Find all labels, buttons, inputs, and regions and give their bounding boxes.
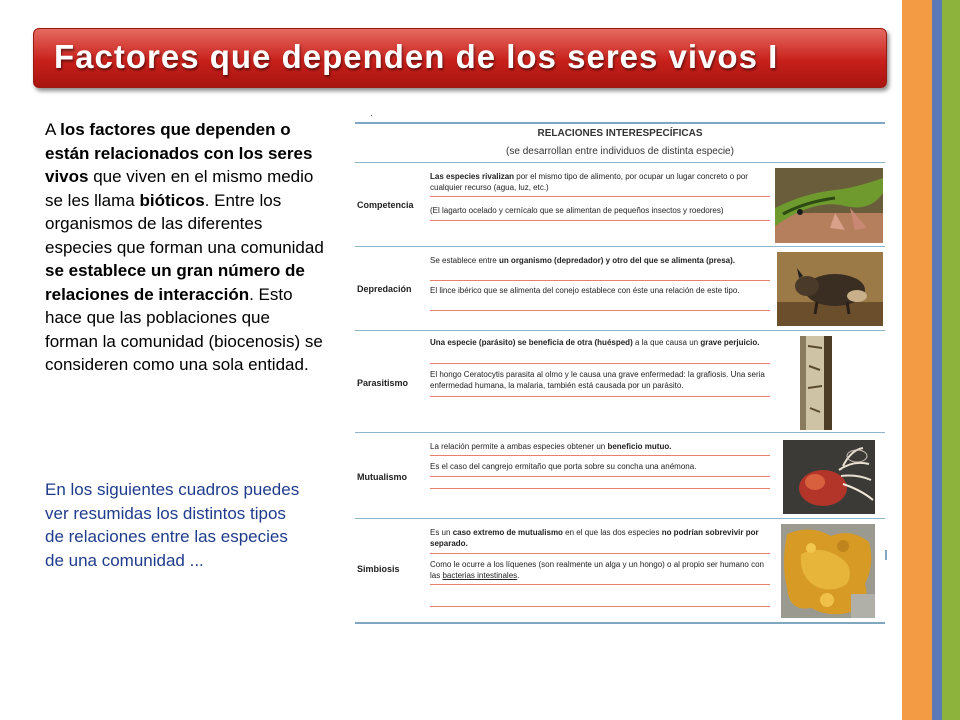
- table-title: RELACIONES INTERESPECÍFICAS: [537, 128, 703, 139]
- lichen-photo: [781, 524, 875, 618]
- row-label-depredacion: Depredación: [357, 284, 412, 294]
- row-parasitismo-rule-2: [430, 396, 770, 397]
- row-simbiosis-bold-1: caso extremo de mutualismo: [452, 528, 563, 537]
- row-parasitismo-bold-2: grave perjuicio.: [700, 338, 760, 347]
- row-depredacion-rule-1: [430, 280, 770, 281]
- row-mutualismo-rule-1: [430, 455, 770, 456]
- row-competencia-definition: [430, 172, 770, 193]
- row-mutualismo-bold: beneficio mutuo.: [607, 442, 672, 451]
- row-simbiosis-text-1: Es un: [430, 528, 453, 537]
- row-mutualismo-text: La relación permite a ambas especies obtener un: [430, 442, 608, 451]
- lizard-photo: [775, 168, 883, 243]
- row-line-2: [355, 330, 885, 331]
- row-depredacion-rule-2: [430, 310, 770, 311]
- right-stripe-blue: [932, 0, 942, 720]
- row-competencia-rule-2: [430, 220, 770, 221]
- table-bottom-line: [355, 622, 885, 624]
- row-line-3: [355, 432, 885, 433]
- row-line-1: [355, 246, 885, 247]
- row-line-4: [355, 518, 885, 519]
- intro-text-3: . Entre los organismos de las diferentes especies que forman una comunidad: [45, 190, 324, 257]
- table-right-tick: [885, 550, 887, 560]
- row-depredacion-text: Se establece entre: [430, 256, 499, 265]
- row-simbiosis-text-2: en el que las dos especies: [562, 528, 662, 537]
- note-paragraph: En los siguientes cuadros puedes ver resumidas los distintos tipos de relaciones entre las especies de una comunidad ...: [45, 480, 300, 570]
- intro-text-4: . Esto hace que las poblaciones que forman la comunidad (biocenosis) se consideren como una sola entidad.: [45, 284, 323, 374]
- table-subtitle: (se desarrollan entre individuos de distinta especie): [506, 146, 734, 157]
- right-stripe-green: [942, 0, 960, 720]
- intro-paragraph: [45, 118, 325, 377]
- row-parasitismo-definition: [430, 338, 770, 349]
- row-mutualismo-rule-2: [430, 476, 770, 477]
- row-competencia-rule-1: [430, 196, 770, 197]
- row-label-competencia: Competencia: [357, 200, 414, 210]
- table-header-line: [355, 162, 885, 163]
- row-depredacion-definition: [430, 256, 770, 267]
- intro-text-1: A: [45, 120, 61, 139]
- row-competencia-example: (El lagarto ocelado y cernícalo que se alimentan de pequeños insectos y roedores): [430, 206, 724, 215]
- row-simbiosis-example: [430, 560, 770, 581]
- row-mutualismo-rule-3: [430, 488, 770, 489]
- row-simbiosis-rule-3: [430, 606, 770, 607]
- row-parasitismo-example: El hongo Ceratocytis parasita al olmo y le causa una grave enfermedad: la grafiosis. Una seria enfermedad humana, la malaria, también está causada por un parásito.: [430, 370, 765, 390]
- row-competencia-text: por el mismo tipo de alimento, por ocupar un lugar concreto o por cualquier recurso (agua, luz, etc.): [430, 172, 748, 192]
- row-depredacion-bold: un organismo (depredador) y otro del que se alimenta (presa).: [498, 256, 735, 265]
- slide-title: Factores que dependen de los seres vivos I: [54, 38, 779, 75]
- row-parasitismo-rule-1: [430, 363, 770, 364]
- row-simbiosis-example-text: Como le ocurre a los líquenes (son realmente un alga y un hongo) o al propio ser humano con las: [430, 560, 764, 580]
- row-label-simbiosis: Simbiosis: [357, 564, 400, 574]
- row-simbiosis-rule-2: [430, 584, 770, 585]
- right-stripe-orange: [902, 0, 932, 720]
- row-simbiosis-example-link: bacterias intestinales: [442, 570, 518, 580]
- row-simbiosis-example-end: .: [517, 570, 520, 580]
- row-mutualismo-definition: [430, 442, 770, 453]
- intro-bold-1: los factores que dependen o están relacionados con los seres vivos: [45, 120, 313, 186]
- table-dot: ·: [370, 110, 374, 121]
- title-banner: [33, 28, 887, 88]
- row-simbiosis-rule-1: [430, 553, 770, 554]
- hermit-crab-photo: [783, 440, 875, 514]
- table-top-line: [355, 122, 885, 124]
- intro-bold-2: bióticos: [139, 190, 205, 210]
- row-simbiosis-definition: [430, 528, 770, 549]
- row-depredacion-example: El lince ibérico que se alimenta del conejo establece con éste una relación de este tipo.: [430, 286, 740, 295]
- row-parasitismo-text: a la que causa un: [632, 338, 701, 347]
- row-label-mutualismo: Mutualismo: [357, 472, 408, 482]
- intro-bold-3: se establece un gran número de relaciones de interacción: [45, 261, 305, 304]
- row-simbiosis-bold-2: no podrían sobrevivir por separado.: [430, 528, 759, 548]
- relations-table: [355, 110, 890, 625]
- row-competencia-bold: Las especies rivalizan: [430, 172, 515, 181]
- lynx-photo: [777, 252, 883, 326]
- tree-bark-photo: [800, 336, 832, 430]
- row-label-parasitismo: Parasitismo: [357, 378, 409, 388]
- row-mutualismo-example: Es el caso del cangrejo ermitaño que porta sobre su concha una anémona.: [430, 462, 697, 471]
- intro-text-2: que viven en el mismo medio se les llama: [45, 167, 314, 210]
- row-parasitismo-bold-1: Una especie (parásito) se beneficia de otra (huésped): [430, 338, 633, 347]
